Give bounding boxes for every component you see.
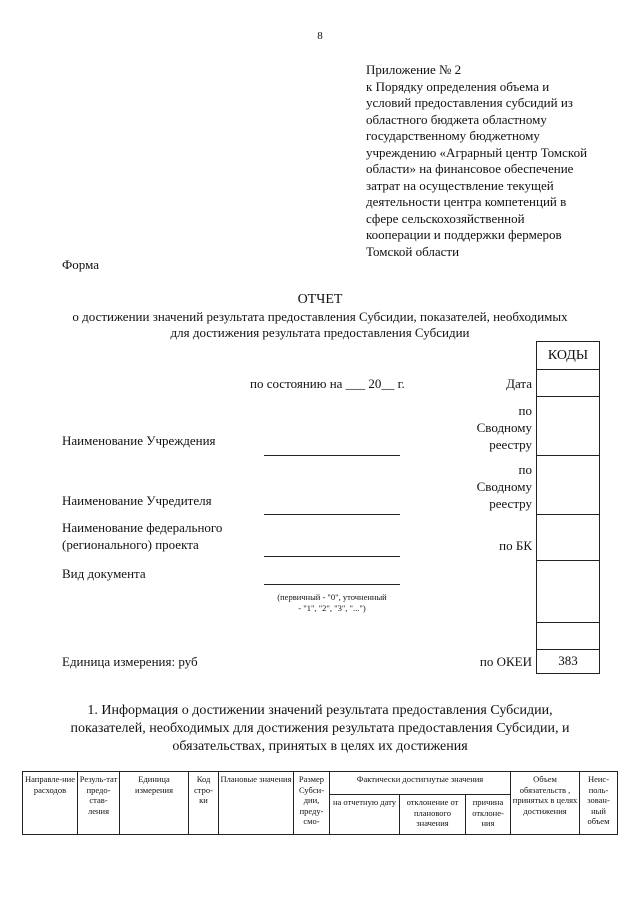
project-label <box>62 519 222 553</box>
col-actual-deviation: отклонение от планового значения <box>400 795 466 835</box>
doc-type-hint <box>262 592 402 613</box>
registry-label-line: Сводному <box>476 420 532 435</box>
section1-heading-line: 1. Информация о достижении значений результата предоставления Субсидии, <box>87 703 553 718</box>
date-label: Дата <box>506 376 532 391</box>
registry-label <box>442 461 532 512</box>
section1-heading-line: показателей, необходимых для достижения результата предоставления Субсидии, и <box>70 721 570 736</box>
col-actual: Фактически достигнутые значения <box>330 772 511 795</box>
codes-separator <box>537 455 599 456</box>
registry-label-line: Сводному <box>476 479 532 494</box>
appendix-line: государственному бюджетному <box>366 128 540 143</box>
registry-label <box>442 402 532 453</box>
col-result: Резуль-тат предо-став-ления <box>78 772 120 835</box>
section1-heading-line: обязательствах, принятых в целях их достижения <box>172 739 468 754</box>
page-number: 8 <box>317 30 323 42</box>
okei-label: по ОКЕИ <box>479 654 532 669</box>
report-subtitle-line: о достижении значений результата предоставления Субсидии, показателей, необходимых <box>72 309 568 324</box>
codes-separator <box>537 514 599 515</box>
appendix-block <box>366 62 628 260</box>
founder-label: Наименование Учредителя <box>62 493 212 508</box>
doc-type-hint-line: - "1", "2", "3", "...") <box>298 602 366 613</box>
appendix-line: условий предоставления субсидий из <box>366 95 573 110</box>
appendix-line: учреждению «Аграрный центр Томской <box>366 144 588 160</box>
col-code: Код стро-ки <box>189 772 219 835</box>
appendix-line: Томской области <box>366 243 460 259</box>
codes-box <box>536 341 600 674</box>
as-of-date: по состоянию на ___ 20__ г. <box>250 376 405 391</box>
institution-input-line[interactable] <box>264 455 400 456</box>
unit-label: Единица измерения: руб <box>62 654 198 669</box>
appendix-line: деятельности центра компетенций в <box>366 194 567 209</box>
achievement-table <box>22 771 618 835</box>
appendix-line: области» на финансовое обеспечение <box>366 161 574 176</box>
registry-label-line: реестру <box>489 496 532 511</box>
col-unit: Единица измерения <box>120 772 189 835</box>
report-title: ОТЧЕТ <box>297 292 343 307</box>
doc-type-input-line[interactable] <box>264 584 400 585</box>
codes-separator <box>537 369 599 370</box>
codes-header: КОДЫ <box>547 348 589 363</box>
project-label-line: Наименование федерального <box>62 520 223 535</box>
report-subtitle <box>40 309 600 341</box>
col-direction: Направле-ние расходов <box>23 772 78 835</box>
doc-type-label: Вид документа <box>62 566 146 581</box>
registry-label-line: реестру <box>489 437 532 452</box>
institution-label: Наименование Учреждения <box>62 433 216 448</box>
codes-separator <box>537 560 599 561</box>
section1-heading <box>40 702 600 756</box>
form-label: Форма <box>62 257 99 272</box>
registry-label-line: по <box>518 462 532 477</box>
project-input-line[interactable] <box>264 556 400 557</box>
codes-separator <box>537 622 599 623</box>
col-actual-date: на отчетную дату <box>330 795 400 835</box>
appendix-line: к Порядку определения объема и <box>366 78 550 94</box>
bk-label: по БК <box>499 538 532 553</box>
appendix-line: сфере сельскохозяйственной <box>366 210 525 226</box>
col-obligations: Объем обязательств , принятых в целях достижения <box>511 772 580 835</box>
appendix-line: затрат на осуществление текущей <box>366 177 554 193</box>
founder-input-line[interactable] <box>264 514 400 515</box>
col-unused: Неис-поль-зован-ный объем <box>580 772 618 835</box>
registry-label-line: по <box>518 403 532 418</box>
col-subsidy: Размер Субси-дии, преду-смо- <box>294 772 330 835</box>
appendix-title: Приложение № 2 <box>366 62 462 77</box>
col-planned: Плановые значения <box>219 772 294 835</box>
appendix-line: кооперации и поддержки фермеров <box>366 227 562 242</box>
project-label-line: (регионального) проекта <box>62 537 199 552</box>
col-actual-reason: причина отклоне-ния <box>466 795 511 835</box>
codes-separator <box>537 396 599 397</box>
okei-value: 383 <box>558 653 578 668</box>
report-subtitle-line: для достижения результата предоставления Субсидии <box>170 325 470 340</box>
doc-type-hint-line: (первичный - "0", уточненный <box>277 592 387 602</box>
appendix-line: областного бюджета областному <box>366 111 547 127</box>
